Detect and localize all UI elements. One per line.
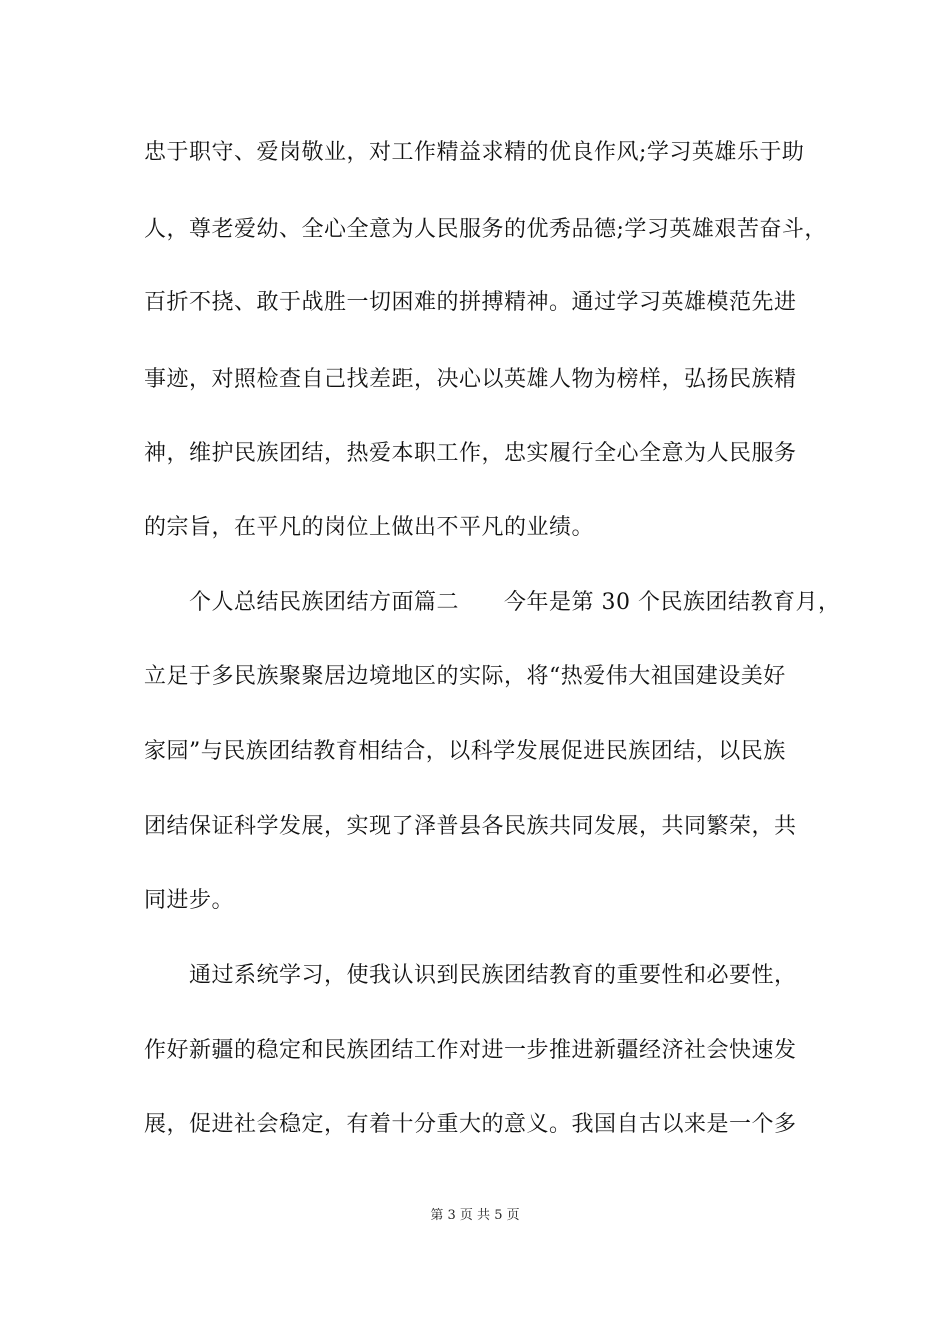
text-line: 立足于多民族聚聚居边境地区的实际，将“热爱伟大祖国建设美好 — [144, 664, 786, 689]
text-line: 人，尊老爱幼、全心全意为人民服务的优秀品德;学习英雄艰苦奋斗， — [144, 217, 827, 242]
text-line: 通过系统学习，使我认识到民族团结教育的重要性和必要性， — [144, 963, 797, 988]
text-line: 同进步。 — [144, 888, 235, 913]
text-line: 个人总结民族团结方面篇二 今年是第 30 个民族团结教育月， — [144, 590, 841, 615]
text-line: 的宗旨，在平凡的岗位上做出不平凡的业绩。 — [144, 515, 595, 540]
text-line: 展，促进社会稳定，有着十分重大的意义。我国自古以来是一个多 — [144, 1112, 797, 1137]
text-line: 作好新疆的稳定和民族团结工作对进一步推进新疆经济社会快速发 — [144, 1038, 797, 1063]
text-line: 团结保证科学发展，实现了泽普县各民族共同发展，共同繁荣，共 — [144, 814, 797, 839]
text-line: 家园”与民族团结教育相结合，以科学发展促进民族团结，以民族 — [144, 739, 786, 764]
text-line: 事迹，对照检查自己找差距，决心以英雄人物为榜样，弘扬民族精 — [144, 367, 797, 392]
page-number: 第 3 页 共 5 页 — [430, 1208, 520, 1223]
text-line: 神，维护民族团结，热爱本职工作，忠实履行全心全意为人民服务 — [144, 441, 797, 466]
text-line: 百折不挠、敢于战胜一切困难的拼搏精神。通过学习英雄模范先进 — [144, 290, 797, 315]
text-line: 忠于职守、爱岗敬业，对工作精益求精的优良作风;学习英雄乐于助 — [144, 140, 805, 165]
